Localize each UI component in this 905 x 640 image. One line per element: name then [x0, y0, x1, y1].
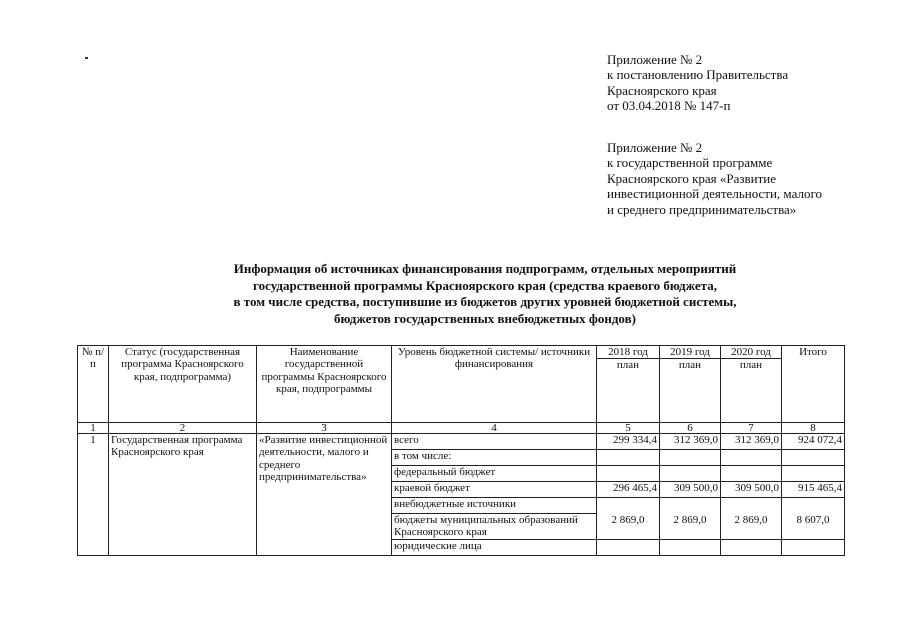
value-2018 [597, 466, 660, 482]
row-status: Государственная программа Красноярского края [109, 434, 257, 556]
header-year-2018 [597, 346, 660, 423]
financing-table [77, 345, 845, 556]
value-total [782, 498, 845, 514]
source-label: бюджеты муниципальных образований Красноярского края [392, 514, 597, 540]
row-program-name: «Развитие инвестиционной деятельности, малого и среднего предпринимательства» [257, 434, 392, 556]
source-label: краевой бюджет [392, 482, 597, 498]
source-label: в том числе: [392, 450, 597, 466]
appendix-line: Приложение № 2 [607, 140, 703, 155]
appendix-line: Красноярского края [607, 82, 717, 98]
column-number: 5 [597, 423, 660, 434]
value-2018 [597, 498, 660, 514]
appendix-line: Приложение № 2 [607, 52, 703, 67]
value-2019 [660, 450, 721, 466]
year-label: 2020 год [721, 346, 781, 359]
value-2019: 2 869,0 [660, 514, 721, 540]
appendix-header-program [607, 140, 822, 217]
table-row [78, 434, 845, 450]
appendix-line: Красноярского края «Развитие [607, 170, 777, 186]
value-2020 [721, 540, 782, 556]
value-2019: 312 369,0 [660, 434, 721, 450]
plan-label: план [739, 359, 763, 372]
value-total: 8 607,0 [782, 514, 845, 540]
document-title [150, 261, 820, 327]
value-total [782, 540, 845, 556]
column-number: 6 [660, 423, 721, 434]
column-number: 4 [392, 423, 597, 434]
title-line: Информация об источниках финансирования подпрограмм, отдельных мероприятий [233, 261, 737, 276]
source-label: внебюджетные источники [392, 498, 597, 514]
value-total: 915 465,4 [782, 482, 845, 498]
year-label: 2018 год [597, 346, 659, 359]
value-total: 924 072,4 [782, 434, 845, 450]
plan-label: план [616, 359, 640, 372]
value-2020: 309 500,0 [721, 482, 782, 498]
value-2018 [597, 540, 660, 556]
value-2019: 309 500,0 [660, 482, 721, 498]
value-2018 [597, 450, 660, 466]
appendix-line: и среднего предпринимательства» [607, 201, 797, 217]
column-number: 2 [109, 423, 257, 434]
year-label: 2019 год [660, 346, 720, 359]
column-number: 7 [721, 423, 782, 434]
title-line: бюджетов государственных внебюджетных фондов) [334, 310, 636, 326]
header-year-2019 [660, 346, 721, 423]
value-2020 [721, 466, 782, 482]
value-2019 [660, 540, 721, 556]
title-line: в том числе средства, поступившие из бюджетов других уровней бюджетной системы, [233, 294, 737, 309]
header-name: Наименование государственной программы Красноярского края, подпрограммы [257, 346, 392, 423]
appendix-line: к государственной программе [607, 155, 773, 171]
value-2019 [660, 466, 721, 482]
value-2020 [721, 498, 782, 514]
value-total [782, 450, 845, 466]
column-number: 1 [78, 423, 109, 434]
plan-label: план [678, 359, 702, 372]
header-total: Итого [782, 346, 845, 423]
column-number: 3 [257, 423, 392, 434]
value-2019 [660, 498, 721, 514]
header-level: Уровень бюджетной системы/ источники финансирования [392, 346, 597, 423]
source-label: федеральный бюджет [392, 466, 597, 482]
value-2020: 2 869,0 [721, 514, 782, 540]
appendix-header-resolution [607, 52, 788, 114]
value-2018: 296 465,4 [597, 482, 660, 498]
value-2020 [721, 450, 782, 466]
value-2020: 312 369,0 [721, 434, 782, 450]
header-year-2020 [721, 346, 782, 423]
source-label: всего [392, 434, 597, 450]
value-total [782, 466, 845, 482]
value-2018: 299 334,4 [597, 434, 660, 450]
table-header-row [78, 346, 845, 423]
row-num: 1 [78, 434, 109, 556]
appendix-line: от 03.04.2018 № 147-п [607, 98, 731, 114]
source-label: юридические лица [392, 540, 597, 556]
appendix-line: к постановлению Правительства [607, 67, 789, 83]
title-line: государственной программы Красноярского края (средства краевого бюджета, [253, 277, 717, 293]
value-2018: 2 869,0 [597, 514, 660, 540]
column-number-row [78, 423, 845, 434]
header-num: № п/п [78, 346, 109, 423]
header-status: Статус (государственная программа Красноярского края, подпрограмма) [109, 346, 257, 423]
scan-speck [85, 57, 88, 59]
appendix-line: инвестиционной деятельности, малого [607, 186, 822, 202]
column-number: 8 [782, 423, 845, 434]
